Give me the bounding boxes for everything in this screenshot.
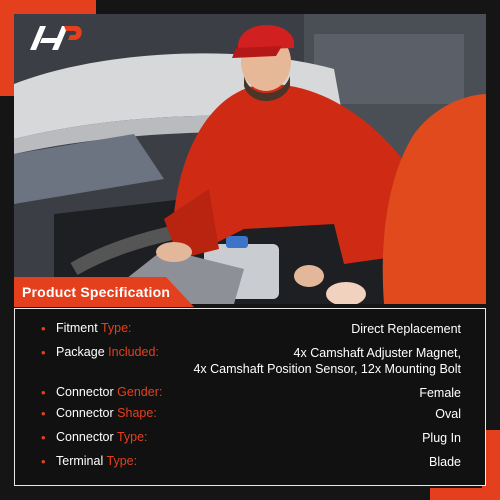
brand-logo-icon: [26, 22, 86, 54]
spec-value: Oval: [435, 407, 461, 421]
spec-label: Connector Type:: [56, 430, 148, 444]
spec-banner-title: Product Specification: [22, 284, 171, 300]
spec-label: Package Included:: [56, 345, 159, 359]
spec-panel: [14, 308, 486, 486]
spec-value: Blade: [429, 455, 461, 469]
bullet-icon: •: [41, 454, 46, 469]
spec-value: Plug In: [422, 431, 461, 445]
spec-value: Direct Replacement: [351, 322, 461, 336]
bullet-icon: •: [41, 406, 46, 421]
spec-value: Female: [419, 386, 461, 400]
spec-value: 4x Camshaft Adjuster Magnet, 4x Camshaft Position Sensor, 12x Mounting Bolt: [193, 346, 461, 376]
bullet-icon: •: [41, 321, 46, 336]
orange-frame-accent: [430, 488, 500, 500]
spec-label: Connector Gender:: [56, 385, 163, 399]
bullet-icon: •: [41, 385, 46, 400]
bullet-icon: •: [41, 345, 46, 360]
bullet-icon: •: [41, 430, 46, 445]
spec-label: Connector Shape:: [56, 406, 157, 420]
spec-label: Fitment Type:: [56, 321, 132, 335]
brand-logo: [26, 22, 86, 59]
spec-label: Terminal Type:: [56, 454, 138, 468]
